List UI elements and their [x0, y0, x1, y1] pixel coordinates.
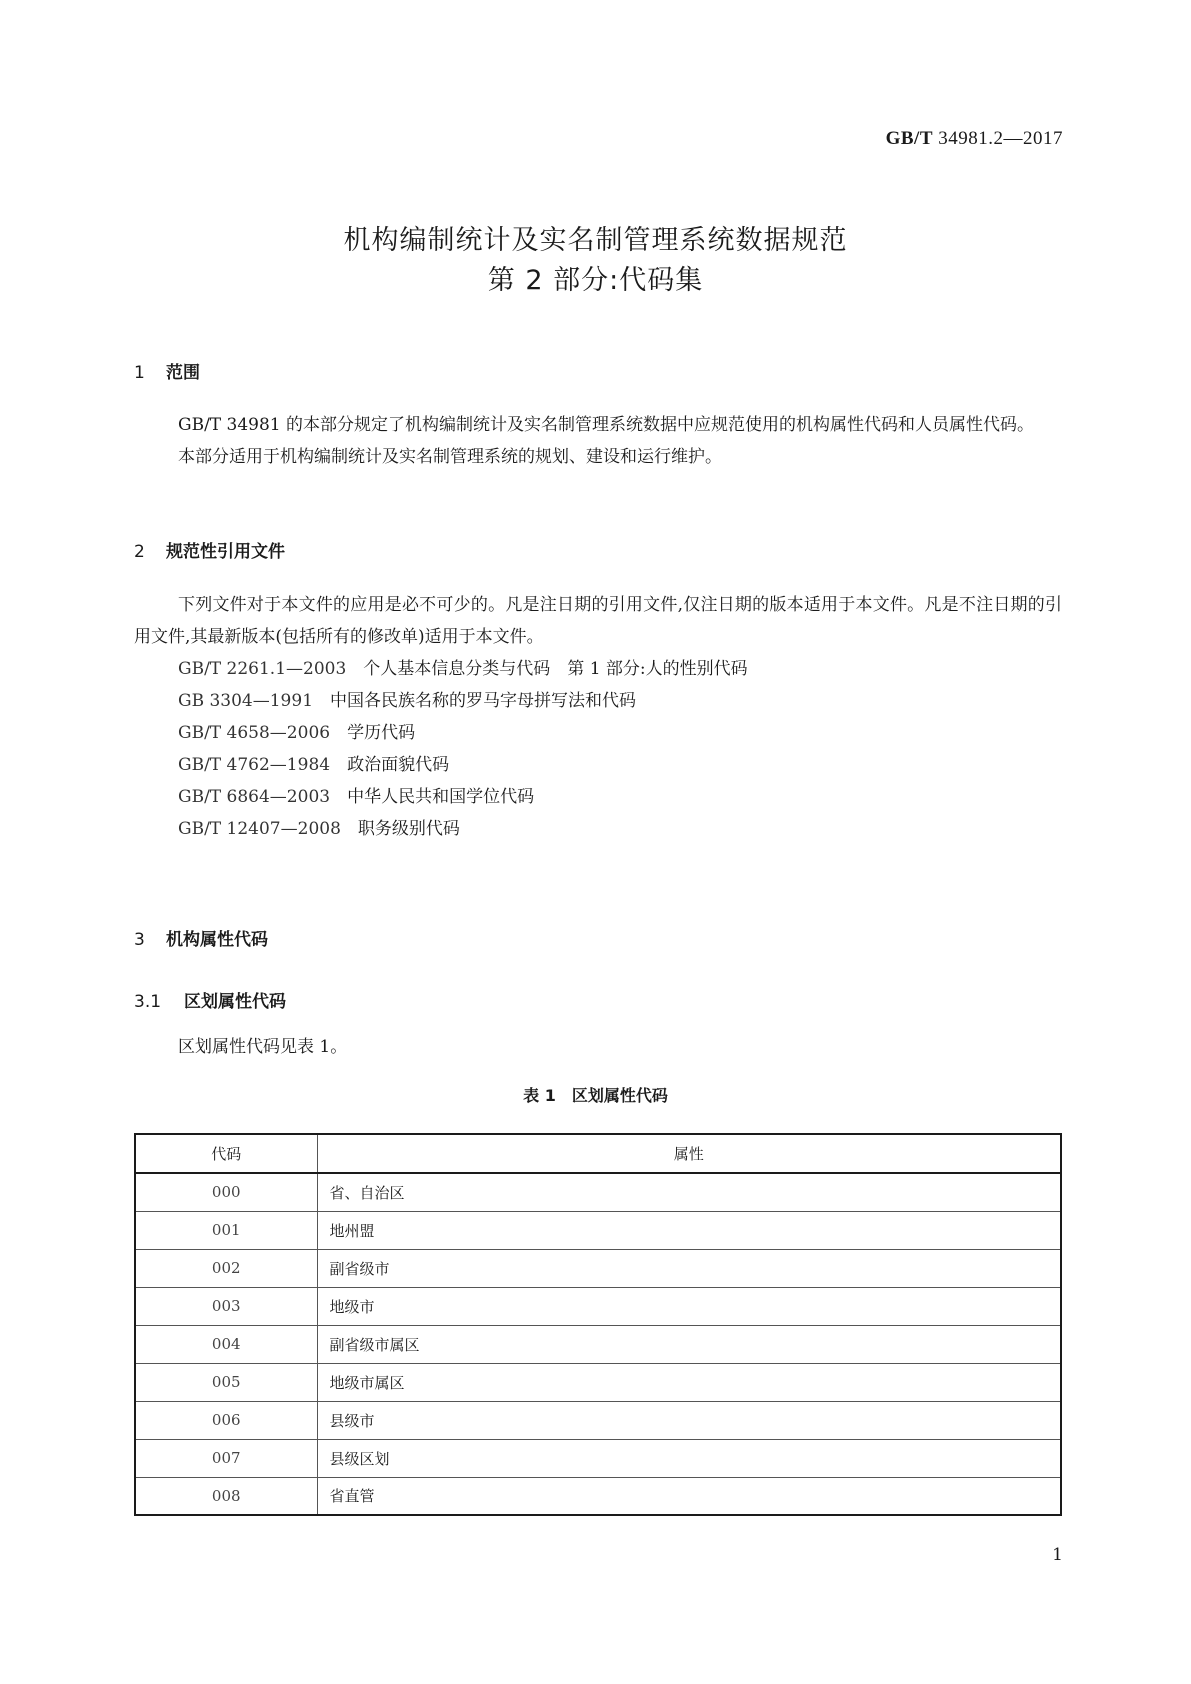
code-cell: 003 — [135, 1287, 317, 1325]
section-3-heading — [134, 925, 268, 950]
section-3-number: 3 — [134, 930, 145, 950]
standard-code-prefix: GB/T — [885, 128, 933, 149]
section-2-heading — [134, 537, 285, 562]
standard-code-number: 34981.2—2017 — [938, 128, 1063, 149]
reference-title: 中国各民族名称的罗马字母拼写法和代码 — [330, 691, 637, 711]
attribute-cell: 地级市属区 — [317, 1363, 1061, 1401]
table-1 — [134, 1133, 1062, 1516]
reference-title: 政治面貌代码 — [347, 755, 450, 775]
reference-title: 中华人民共和国学位代码 — [347, 787, 535, 807]
section-3-1-title: 区划属性代码 — [184, 992, 286, 1012]
reference-item — [178, 750, 449, 775]
table-row — [135, 1363, 1061, 1401]
reference-item — [178, 814, 460, 839]
table-row — [135, 1401, 1061, 1439]
attribute-cell: 省直管 — [317, 1477, 1061, 1515]
section-1-title: 范围 — [166, 363, 200, 383]
table-row — [135, 1173, 1061, 1211]
table-row — [135, 1439, 1061, 1477]
reference-item — [178, 686, 636, 711]
reference-item — [178, 654, 748, 679]
attribute-cell: 县级市 — [317, 1401, 1061, 1439]
reference-code: GB/T 4658—2006 — [178, 723, 331, 743]
code-cell: 007 — [135, 1439, 317, 1477]
attribute-cell: 地级市 — [317, 1287, 1061, 1325]
reference-title: 个人基本信息分类与代码 第 1 部分:人的性别代码 — [363, 659, 748, 679]
section-1-body — [134, 409, 1062, 473]
attribute-cell: 地州盟 — [317, 1211, 1061, 1249]
code-cell: 001 — [135, 1211, 317, 1249]
reference-code: GB 3304—1991 — [178, 691, 314, 711]
reference-code: GB/T 2261.1—2003 — [178, 659, 347, 679]
code-cell: 008 — [135, 1477, 317, 1515]
section-1-heading — [134, 358, 200, 383]
table-row — [135, 1211, 1061, 1249]
section-1-paragraph-2: 本部分适用于机构编制统计及实名制管理系统的规划、建设和运行维护。 — [178, 447, 722, 467]
reference-title: 学历代码 — [347, 723, 416, 743]
table-row — [135, 1477, 1061, 1515]
section-1-number: 1 — [134, 363, 145, 383]
section-2-number: 2 — [134, 542, 145, 562]
column-header-attribute: 属性 — [317, 1134, 1061, 1173]
document-title: 机构编制统计及实名制管理系统数据规范 — [343, 225, 848, 256]
table-1-caption: 表 1 区划属性代码 — [523, 1086, 668, 1105]
reference-code: GB/T 12407—2008 — [178, 819, 341, 839]
section-1-paragraph-1: GB/T 34981 的本部分规定了机构编制统计及实名制管理系统数据中应规范使用的机构属性代码和人员属性代码。 — [178, 415, 1035, 435]
code-cell: 005 — [135, 1363, 317, 1401]
code-cell: 006 — [135, 1401, 317, 1439]
table-row — [135, 1249, 1061, 1287]
section-3-1-heading — [134, 987, 286, 1012]
reference-code: GB/T 4762—1984 — [178, 755, 331, 775]
code-cell: 004 — [135, 1325, 317, 1363]
page-number: 1 — [1052, 1545, 1063, 1565]
section-2-title: 规范性引用文件 — [166, 542, 285, 562]
reference-item — [178, 718, 415, 743]
reference-title: 职务级别代码 — [357, 819, 460, 839]
standard-code — [886, 128, 1063, 150]
code-cell: 002 — [135, 1249, 317, 1287]
reference-item — [178, 782, 534, 807]
table-row — [135, 1287, 1061, 1325]
code-cell: 000 — [135, 1173, 317, 1211]
column-header-code: 代码 — [135, 1134, 317, 1173]
table-row — [135, 1325, 1061, 1363]
attribute-cell: 副省级市属区 — [317, 1325, 1061, 1363]
attribute-cell: 县级区划 — [317, 1439, 1061, 1477]
attribute-cell: 省、自治区 — [317, 1173, 1061, 1211]
section-2-body — [134, 589, 1062, 653]
section-3-title: 机构属性代码 — [166, 930, 268, 950]
section-3-1-number: 3.1 — [134, 992, 162, 1012]
attribute-cell: 副省级市 — [317, 1249, 1061, 1287]
section-3-1-body — [134, 1031, 1062, 1063]
table-header-row — [135, 1134, 1061, 1173]
section-2-paragraph-1: 下列文件对于本文件的应用是必不可少的。凡是注日期的引用文件,仅注日期的版本适用于本文件。凡是不注日期的引用文件,其最新版本(包括所有的修改单)适用于本文件。 — [134, 595, 1062, 647]
reference-code: GB/T 6864—2003 — [178, 787, 331, 807]
document-subtitle: 第 2 部分:代码集 — [487, 265, 704, 296]
section-3-1-paragraph-1: 区划属性代码见表 1。 — [178, 1037, 348, 1057]
